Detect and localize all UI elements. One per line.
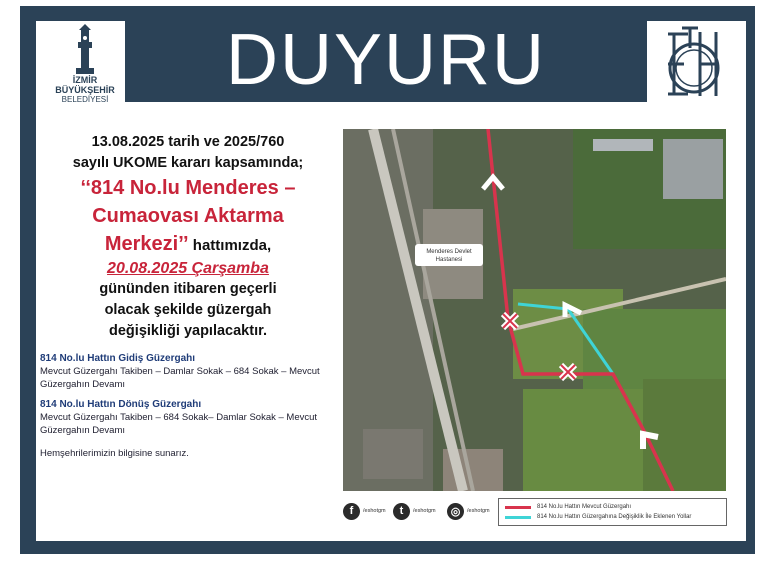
announcement-line-2: sayılı UKOME kararı kapsamında; (72, 155, 304, 171)
return-route-text: Mevcut Güzergahı Takiben – 684 Sokak– Damlar Sokak – Mevcut Güzergahın Devamı (40, 412, 318, 436)
route-name-line-1: ‘‘814 No.lu Menderes – (80, 177, 296, 199)
return-route-title: 814 No.lu Hattın Dönüş Güzergahı (40, 399, 202, 410)
legend-current-route (505, 502, 631, 512)
announcement-line-6: değişikliği yapılacaktır. (109, 323, 267, 339)
announcement-line-1: 13.08.2025 tarih ve 2025/760 (91, 134, 285, 150)
logo-text-izmir: İZMİR (72, 75, 98, 85)
outbound-route-text: Mevcut Güzergahı Takiben – Damlar Sokak – 684 Sokak – Mevcut Güzergahın Devamı (40, 366, 320, 390)
legend-added-roads (505, 512, 691, 522)
announcement-line-5: olacak şekilde güzergah (104, 302, 272, 318)
hospital-label-line-2: Hastanesi (435, 257, 463, 263)
route-suffix: hattımızda, (188, 237, 272, 254)
logo-text-buyuksehir: BÜYÜKŞEHİR (55, 85, 115, 95)
clock-tower-icon (46, 24, 124, 76)
instagram-icon: ◎ (447, 503, 464, 520)
legend-current-label: 814 No.lu Hattın Mevcut Güzergahı (537, 504, 632, 510)
announcement-line-4: gününden itibaren geçerli (99, 281, 277, 297)
eshot-logo (654, 24, 734, 104)
route-name-line-3: Merkezi’’ (104, 233, 189, 255)
facebook-handle: /eshotgm (363, 508, 386, 514)
effective-date: 20.08.2025 Çarşamba (107, 260, 269, 277)
map-legend (498, 498, 727, 526)
outbound-route-title: 814 No.lu Hattın Gidiş Güzergahı (40, 353, 196, 364)
satellite-map-image (343, 129, 726, 491)
eshot-monogram-icon (654, 24, 734, 104)
twitter-icon: t (393, 503, 410, 520)
izmir-municipality-logo (46, 24, 124, 106)
instagram-link[interactable] (447, 502, 490, 520)
facebook-icon: f (343, 503, 360, 520)
legend-added-label: 814 No.lu Hattın Güzergahına Değişiklik İle Eklenen Yollar (537, 514, 692, 520)
route-name-line-2: Cumaovası Aktarma (92, 205, 284, 227)
route-map (343, 129, 726, 491)
announcement-text (40, 132, 328, 467)
legend-red-line (505, 506, 531, 509)
twitter-handle: /eshotgm (413, 508, 436, 514)
facebook-link[interactable] (343, 502, 386, 520)
page-title: DUYURU (225, 20, 546, 100)
closing-text: Hemşehrilerimizin bilgisine sunarız. (40, 448, 189, 459)
legend-cyan-line (505, 516, 531, 519)
instagram-handle: /eshotgm (467, 508, 490, 514)
twitter-link[interactable] (393, 502, 436, 520)
hospital-label-line-1: Menderes Devlet (426, 249, 472, 255)
logo-text-belediyesi: BELEDİYESİ (61, 95, 109, 104)
header-bar (125, 18, 647, 102)
